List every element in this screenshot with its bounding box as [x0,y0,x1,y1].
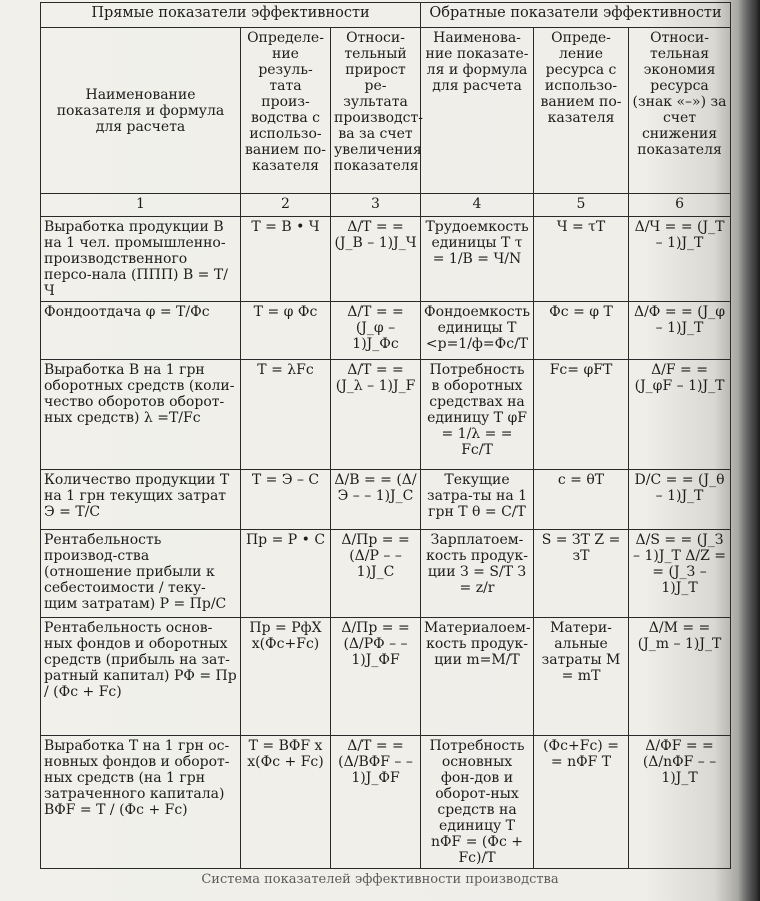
resource-formula: Ч = τT [534,217,629,302]
inverse-indicator: Потребность основных фон-дов и оборот-ных средств на единицу T nΦF = (Фc + Fc)/T [421,736,534,869]
growth-formula: Δ/Пр = = (Δ/P – – 1)J_C [331,530,421,618]
result-formula: T = BΦF x x(Фc + Fc) [241,736,331,869]
result-formula: Пр = P • C [241,530,331,618]
inverse-indicator: Текущие затра-ты на 1 грн T θ = C/T [421,470,534,530]
growth-formula: Δ/T = = (J_φ – 1)J_Фc [331,302,421,360]
result-formula: T = B • Ч [241,217,331,302]
indicator-name: Выработка В на 1 грн оборотных средств (коли-чество оборотов оборот-ных средств) λ =T/Fc [41,360,241,470]
resource-formula: Фc = φ T [534,302,629,360]
resource-formula: (Фc+Fc) = = nΦF T [534,736,629,869]
result-formula: Пр = PфX x(Фc+Fc) [241,618,331,736]
indicator-name: Выработка продукции B на 1 чел. промышленно-производственного персо-нала (ППП) B = T/Ч [41,217,241,302]
inverse-indicator: Материалоем-кость продук-ции m=M/T [421,618,534,736]
saving-formula: Δ/F = = (J_φF – 1)J_T [629,360,731,470]
resource-formula: Матери-альные затраты M = mT [534,618,629,736]
growth-formula: Δ/T = = (Δ/BΦF – – 1)J_ФF [331,736,421,869]
inverse-indicator: Трудоемкость единицы T τ = 1/B = Ч/N [421,217,534,302]
table-row [41,470,731,530]
inverse-indicator: Потребность в оборотных средствах на единицу T φF = 1/λ = = Fc/T [421,360,534,470]
saving-formula: Δ/S = = (J_З – 1)J_T Δ/Z = = (J_З – 1)J_T [629,530,731,618]
column-number: 3 [331,194,421,217]
saving-formula: D/C = = (J_θ – 1)J_T [629,470,731,530]
growth-formula: Δ/Пр = = (Δ/PΦ – – 1)J_ФF [331,618,421,736]
indicator-name: Рентабельность производ-ства (отношение прибыли к себестоимости / теку-щим затратам) P = Пр/C [41,530,241,618]
table-row [41,618,731,736]
resource-formula: Fc= φFT [534,360,629,470]
direct-indicators-header: Прямые показатели эффективности [41,3,421,28]
table-row [41,530,731,618]
saving-formula: Δ/ФF = = (Δ/nΦF – – 1)J_T [629,736,731,869]
table-row [41,217,731,302]
column-header-1: Наименование показателя и формула для расчета [41,28,241,194]
column-number-row [41,194,731,217]
column-number: 6 [629,194,731,217]
result-formula: T = λFc [241,360,331,470]
resource-formula: S = ЗT Z = зT [534,530,629,618]
growth-formula: Δ/B = = (Δ/Э – – 1)J_C [331,470,421,530]
resource-formula: c = θT [534,470,629,530]
column-header-3: Относи-тельный прирост ре-зультата производст-ва за счет увеличения показателя [331,28,421,194]
indicator-name: Фондоотдача φ = T/Фc [41,302,241,360]
book-spine-shadow [738,0,760,901]
column-header-5: Опреде-ление ресурса с использо-ванием по-казателя [534,28,629,194]
table-row [41,360,731,470]
column-header-row [41,28,731,194]
growth-formula: Δ/T = = (J_B – 1)J_Ч [331,217,421,302]
indicator-name: Выработка T на 1 грн ос-новных фондов и оборот-ных средств (на 1 грн затраченного капитала) BΦF = T / (Фc + Fc) [41,736,241,869]
saving-formula: Δ/Ч = = (J_T – 1)J_T [629,217,731,302]
efficiency-indicators-table [40,2,731,869]
inverse-indicators-header: Обратные показатели эффективности [421,3,731,28]
group-header-row [41,3,731,28]
table-row [41,736,731,869]
inverse-indicator: Фондоемкость единицы T <p=1/ф=Фс/T [421,302,534,360]
column-number: 1 [41,194,241,217]
table-row [41,302,731,360]
result-formula: T = φ Фc [241,302,331,360]
result-formula: T = Э – C [241,470,331,530]
column-header-4: Наименова-ние показате-ля и формула для расчета [421,28,534,194]
column-number: 5 [534,194,629,217]
bleed-through-caption: Система показателей эффективности производства [201,872,559,887]
growth-formula: Δ/T = = (J_λ – 1)J_F [331,360,421,470]
inverse-indicator: Зарплатоем-кость продук-ции З = S/T З = z/r [421,530,534,618]
indicator-name: Количество продукции T на 1 грн текущих затрат Э = T/C [41,470,241,530]
column-header-6: Относи-тельная экономия ресурса (знак «–») за счет снижения показателя [629,28,731,194]
saving-formula: Δ/M = = (J_m – 1)J_T [629,618,731,736]
saving-formula: Δ/Ф = = (J_φ – 1)J_T [629,302,731,360]
column-header-2: Определе-ние резуль-тата произ-водства с использо-ванием по-казателя [241,28,331,194]
indicator-name: Рентабельность основ-ных фондов и оборотных средств (прибыль на зат-ратный капитал) PΦ = Пр / (Фc + Fc) [41,618,241,736]
column-number: 4 [421,194,534,217]
column-number: 2 [241,194,331,217]
